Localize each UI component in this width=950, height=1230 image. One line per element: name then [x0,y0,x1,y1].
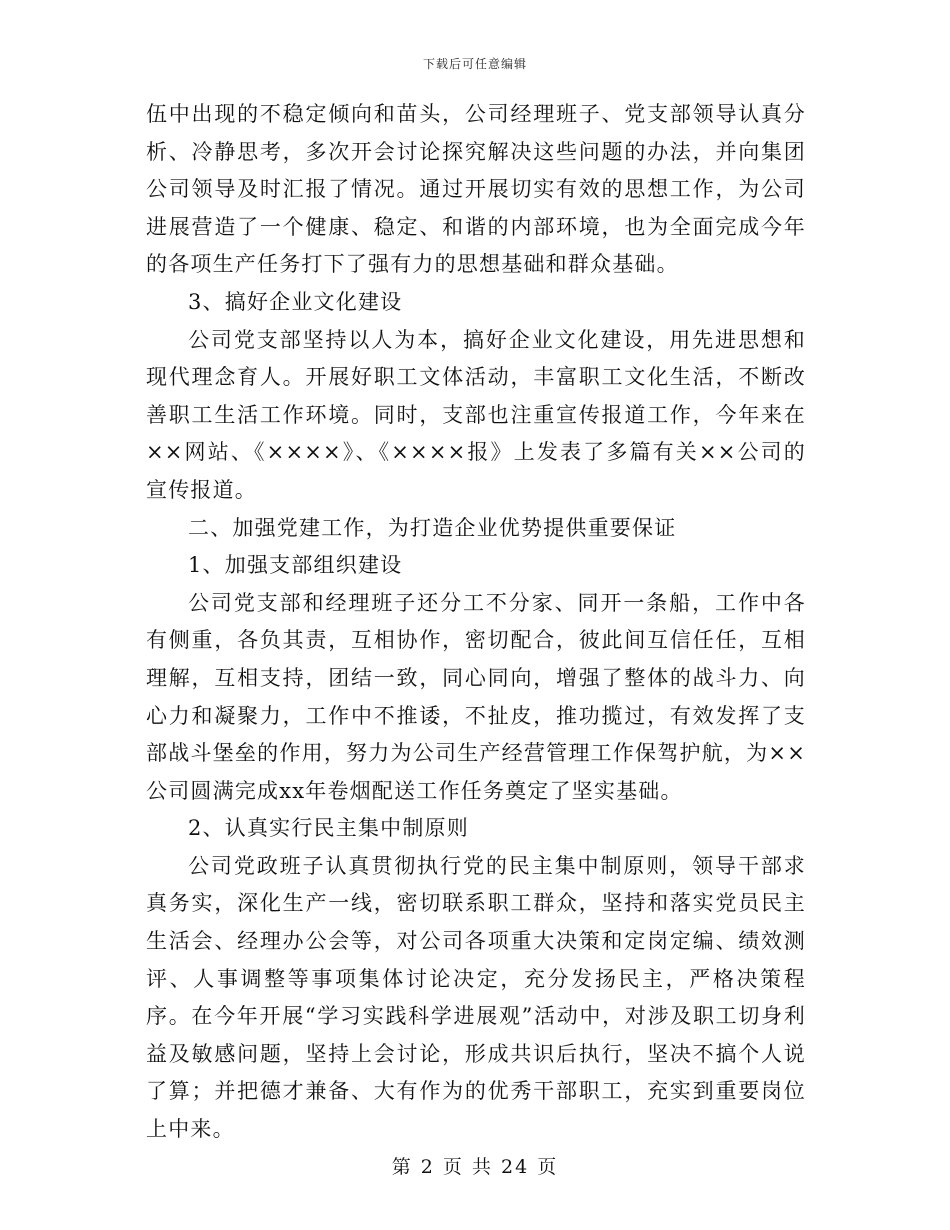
subheading-branch-organization: 1、加强支部组织建设 [188,553,403,578]
footer-label-page: 第 [391,1156,413,1178]
paragraph-branch-organization: 公司党支部和经理班子还分工不分家、同开一条船，工作中各有侧重，各负其责，互相协作，密切配合，彼此间互信任任，互相理解，互相支持，团结一致，同心同向，增强了整体的战斗力、向心力和凝聚力，工作中不推诿，不扯皮，推功揽过，有效发挥了支部战斗堡垒的作用，努力为公司生产经营管理工作保驾护航，为××公司圆满完成xx年卷烟配送工作任务奠定了坚实基础。 [146,590,806,803]
footer-current-page: 2 [420,1156,435,1178]
page-footer [0,1152,950,1179]
footer-label-of: 页 共 [442,1156,493,1178]
section-heading-party-building: 二、加强党建工作，为打造企业优势提供重要保证 [188,515,677,540]
paragraph-democratic-centralism: 公司党政班子认真贯彻执行党的民主集中制原则，领导干部求真务实，深化生产一线，密切联系职工群众，坚持和落实党员民主生活会、经理办公会等，对公司各项重大决策和定岗定编、绩效测评、人事调整等事项集体讨论决定，充分发扬民主，严格决策程序。在今年开展“学习实践科学进展观”活动中，对涉及职工切身利益及敏感问题，坚持上会讨论，形成共识后执行，坚决不搞个人说了算；并把德才兼备、大有作为的优秀干部职工，充实到重要岗位上中来。 [146,853,806,1142]
page-header-note: 下载后可任意编辑 [422,57,527,71]
footer-label-end: 页 [537,1156,559,1178]
subheading-corporate-culture: 3、搞好企业文化建设 [188,289,403,314]
paragraph-corporate-culture: 公司党支部坚持以人为本，搞好企业文化建设，用先进思想和现代理念育人。开展好职工文体活动，丰富职工文化生活，不断改善职工生活工作环境。同时，支部也注重宣传报道工作，今年来在××网站、《××××》、《××××报》上发表了多篇有关××公司的宣传报道。 [146,327,806,502]
paragraph-continuation: 伍中出现的不稳定倾向和苗头，公司经理班子、党支部领导认真分析、冷静思考，多次开会讨论探究解决这些问题的办法，并向集团公司领导及时汇报了情况。通过开展切实有效的思想工作，为公司进展营造了一个健康、稳定、和谐的内部环境，也为全面完成今年的各项生产任务打下了强有力的思想基础和群众基础。 [146,102,806,277]
subheading-democratic-centralism: 2、认真实行民主集中制原则 [188,816,469,841]
footer-total-pages: 24 [501,1156,530,1178]
document-body [146,96,806,1149]
